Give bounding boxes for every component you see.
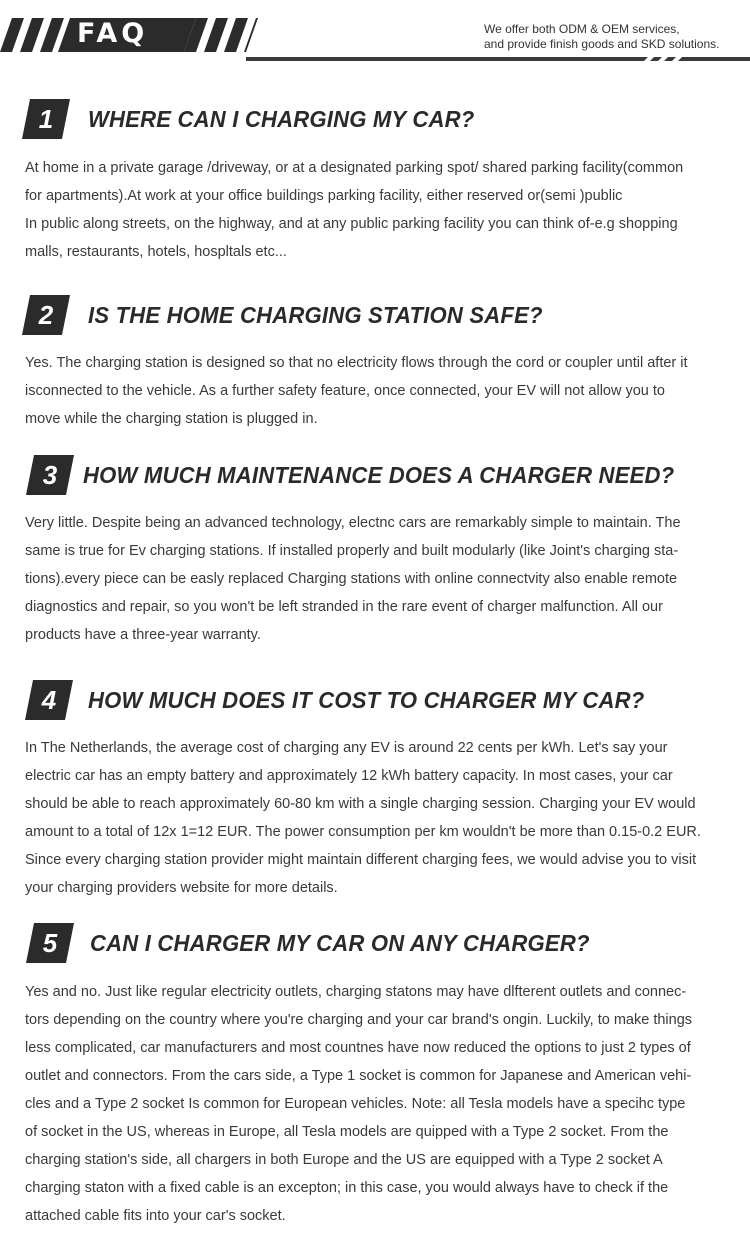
- answer-line: At home in a private garage /driveway, or at a designated parking spot/ shared parking facility(common: [25, 160, 684, 176]
- question-number: 2: [38, 300, 54, 330]
- faq-header: [0, 0, 750, 70]
- answer-line: Yes. The charging station is designed so that no electricity flows through the cord or coupler until after it: [25, 355, 688, 371]
- tagline-line: and provide finish goods and SKD solutions.: [484, 37, 720, 51]
- question-number: 1: [38, 104, 54, 134]
- question-title: IS THE HOME CHARGING STATION SAFE?: [88, 302, 543, 328]
- answer-line: In The Netherlands, the average cost of charging any EV is around 22 cents per kWh. Let's say your: [25, 740, 668, 756]
- question-number-badge: [26, 923, 74, 963]
- answer-line: tions).every piece can be easly replaced Charging stations with online connectvity also enable remote: [25, 571, 678, 587]
- question-number: 5: [42, 928, 58, 958]
- answer-text: [25, 509, 730, 649]
- faq-question-header: [0, 99, 750, 143]
- answer-line: Yes and no. Just like regular electricity outlets, charging statons may have dlfterent outlets and connec-: [25, 984, 687, 1000]
- answer-line: In public along streets, on the highway, and at any public parking facility you can think of-e.g shopping: [25, 216, 678, 232]
- question-title: CAN I CHARGER MY CAR ON ANY CHARGER?: [90, 930, 590, 956]
- answer-line: amount to a total of 12x 1=12 EUR. The power consumption per km wouldn't be more than 0.15-0.2 EUR.: [25, 824, 701, 840]
- question-title: HOW MUCH DOES IT COST TO CHARGER MY CAR?: [88, 687, 645, 713]
- answer-line: malls, restaurants, hotels, hospltals etc...: [25, 244, 287, 260]
- answer-line: of socket in the US, whereas in Europe, all Tesla models are quipped with a Type 2 socket. From the: [25, 1124, 669, 1140]
- answer-line: outlet and connectors. From the cars side, a Type 1 socket is common for Japanese and American vehi-: [25, 1068, 692, 1084]
- question-number-badge: [22, 99, 70, 139]
- question-number-badge: [26, 455, 74, 495]
- answer-line: your charging providers website for more details.: [25, 880, 338, 896]
- answer-text: [25, 734, 730, 902]
- answer-line: same is true for Ev charging stations. If installed properly and built modularly (like Joint's charging sta-: [25, 543, 679, 559]
- answer-line: charging staton with a fixed cable is an excepton; in this case, you would always have to check if the: [25, 1180, 669, 1196]
- answer-text: [25, 349, 730, 433]
- question-number: 3: [42, 460, 58, 490]
- question-number-badge: [22, 295, 70, 335]
- question-number-badge: [25, 680, 73, 720]
- header-tagline: [484, 22, 719, 52]
- tagline-line: We offer both ODM & OEM services,: [484, 22, 680, 36]
- answer-line: tors depending on the country where you're charging and your car brand's ongin. Luckily, to make things: [25, 1012, 693, 1028]
- answer-line: products have a three-year warranty.: [25, 627, 261, 643]
- answer-line: Since every charging station provider might maintain different charging fees, we would advise you to visit: [25, 852, 697, 868]
- question-title: WHERE CAN I CHARGING MY CAR?: [88, 106, 475, 132]
- answer-line: attached cable fits into your car's socket.: [25, 1208, 286, 1224]
- answer-line: move while the charging station is plugged in.: [25, 411, 318, 427]
- answer-line: less complicated, car manufacturers and most countnes have now reduced the options to just 2 types of: [25, 1040, 691, 1056]
- answer-line: isconnected to the vehicle. As a further safety feature, once connected, your EV will not allow you to: [25, 383, 665, 399]
- faq-question-header: [0, 680, 750, 724]
- page-title: FAQ: [77, 18, 149, 49]
- answer-text: [25, 154, 730, 266]
- answer-line: charging station's side, all chargers in both Europe and the US are equipped with a Type 2 socket A: [25, 1152, 663, 1168]
- question-number: 4: [41, 685, 57, 715]
- answer-line: cles and a Type 2 socket Is common for European vehicles. Note: all Tesla models have a specihc type: [25, 1096, 686, 1112]
- faq-question-header: [0, 455, 750, 499]
- answer-line: diagnostics and repair, so you won't be left stranded in the rare event of charger malfunction. All our: [25, 599, 663, 615]
- answer-line: electric car has an empty battery and approximately 12 kWh battery capacity. In most cases, your car: [25, 768, 673, 784]
- faq-question-header: [0, 295, 750, 339]
- answer-line: Very little. Despite being an advanced technology, electnc cars are remarkably simple to maintain. The: [25, 515, 681, 531]
- answer-line: for apartments).At work at your office buildings parking facility, either reserved or(semi )public: [25, 188, 623, 204]
- question-title: HOW MUCH MAINTENANCE DOES A CHARGER NEED?: [83, 462, 675, 488]
- answer-line: should be able to reach approximately 60-80 km with a single charging session. Charging your EV would: [25, 796, 696, 812]
- answer-text: [25, 978, 730, 1230]
- faq-question-header: [0, 923, 750, 967]
